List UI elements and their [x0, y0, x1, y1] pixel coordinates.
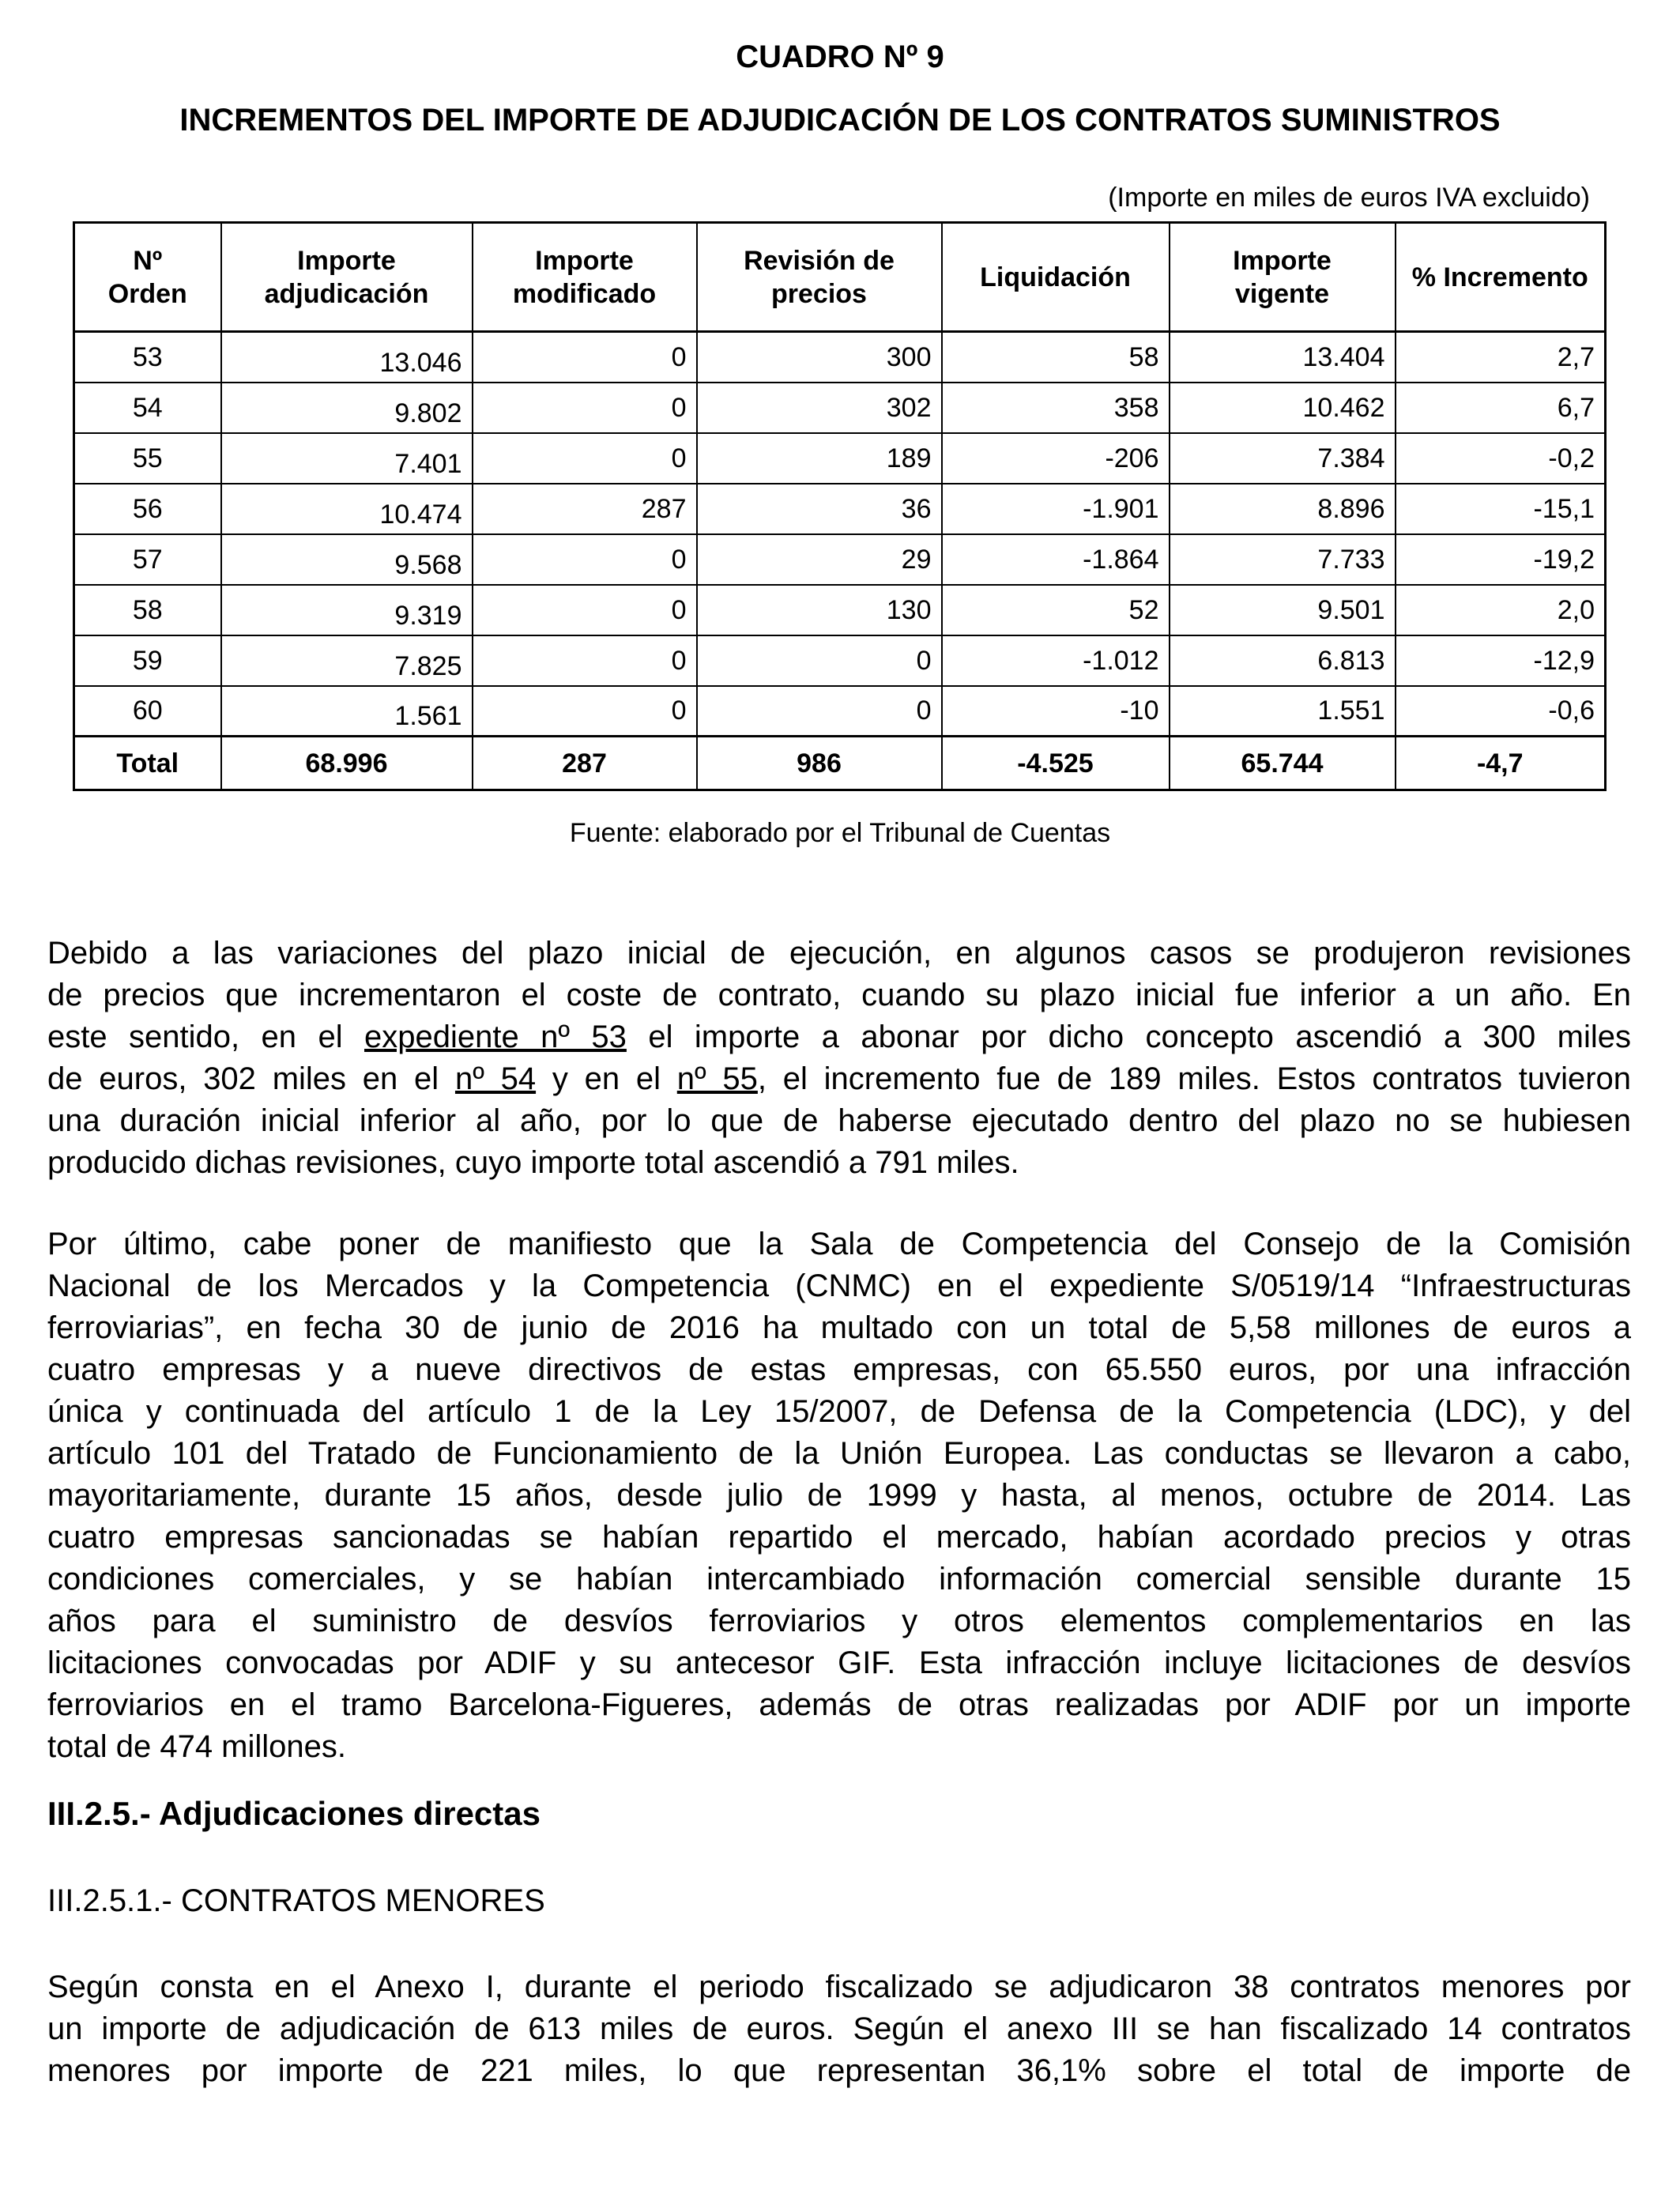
text-segment: Debido a las variaciones del plazo inicial de ejecución, en algunos casos se produjeron revisiones	[47, 936, 1631, 971]
table-cell: 9.319	[221, 585, 473, 635]
table-header-row	[74, 223, 1606, 332]
table-cell: 9.501	[1170, 585, 1396, 635]
paragraph-line: menores por importe de 221 miles, lo que representan 36,1% sobre el total de importe de	[47, 2053, 1631, 2088]
column-header	[1170, 223, 1396, 332]
table-cell: -10	[942, 686, 1170, 737]
paragraph-line: Por último, cabe poner de manifiesto que la Sala de Competencia del Consejo de la Comisión	[47, 1227, 1631, 1261]
case-reference: nº 54	[454, 1061, 537, 1096]
table-cell: 0	[473, 383, 697, 433]
total-cell: -4.525	[942, 737, 1170, 790]
table-cell: 287	[473, 484, 697, 534]
column-header	[473, 223, 697, 332]
table-subtitle: INCREMENTOS DEL IMPORTE DE ADJUDICACIÓN DE LOS CONTRATOS SUMINISTROS	[179, 103, 1501, 138]
column-header-text: Importe	[1233, 245, 1332, 276]
paragraph-line	[47, 1142, 1631, 1184]
table-cell: 302	[697, 383, 942, 433]
paragraph-line: Nacional de los Mercados y la Competencia (CNMC) en el expediente S/0519/14 “Infraestructuras	[47, 1269, 1631, 1303]
table-cell: 7.401	[221, 433, 473, 484]
paragraph-line: total de 474 millones.	[47, 1729, 347, 1764]
text-segment: una duración inicial inferior al año, por lo que de haberse ejecutado dentro del plazo no se hubiesen	[47, 1103, 1631, 1138]
total-cell: -4,7	[1396, 737, 1606, 790]
table-cell: 300	[697, 332, 942, 383]
table-cell: 13.404	[1170, 332, 1396, 383]
total-cell: 287	[473, 737, 697, 790]
table-total-row	[74, 737, 1606, 790]
table-cell: -206	[942, 433, 1170, 484]
table-cell: -0,6	[1396, 686, 1606, 737]
table-row	[74, 534, 1606, 585]
table-cell: 7.733	[1170, 534, 1396, 585]
table-cell: 6.813	[1170, 635, 1396, 686]
column-header-text: Orden	[107, 278, 187, 309]
column-header	[697, 223, 942, 332]
table-cell: 0	[473, 686, 697, 737]
table-cell: 13.046	[221, 332, 473, 383]
table-cell: 8.896	[1170, 484, 1396, 534]
table-cell: 7.825	[221, 635, 473, 686]
table-cell: 6,7	[1396, 383, 1606, 433]
column-header-text: adjudicación	[264, 278, 429, 309]
table-cell: 2,0	[1396, 585, 1606, 635]
column-header-text: modificado	[512, 278, 657, 309]
table-body	[74, 332, 1606, 737]
paragraph-line: mayoritariamente, durante 15 años, desde julio de 1999 y hasta, al menos, octubre de 2014. Las	[47, 1478, 1631, 1513]
paragraph-minor-contracts	[47, 1966, 1631, 2092]
paragraph-line: cuatro empresas y a nueve directivos de estas empresas, con 65.550 euros, por una infracción	[47, 1352, 1631, 1387]
table-source: Fuente: elaborado por el Tribunal de Cuentas	[569, 818, 1111, 848]
total-cell: 65.744	[1170, 737, 1396, 790]
table-row	[74, 585, 1606, 635]
table-cell: 0	[473, 534, 697, 585]
table-cell: 189	[697, 433, 942, 484]
text-segment: producido dichas revisiones, cuyo importe total ascendió a 791 miles.	[47, 1145, 1019, 1180]
paragraph-line	[47, 1058, 1631, 1100]
table-cell: 9.802	[221, 383, 473, 433]
table-cell: 29	[697, 534, 942, 585]
paragraph-line: licitaciones convocadas por ADIF y su antecesor GIF. Esta infracción incluye licitaciones de desvíos	[47, 1646, 1631, 1680]
paragraph-line	[47, 974, 1631, 1016]
table-cell: 0	[473, 585, 697, 635]
table-row	[74, 484, 1606, 534]
paragraph-line: única y continuada del artículo 1 de la Ley 15/2007, de Defensa de la Competencia (LDC), y del	[47, 1394, 1631, 1429]
table-cell: 36	[697, 484, 942, 534]
table-cell: 130	[697, 585, 942, 635]
table-cell: 58	[74, 585, 221, 635]
table-footer	[74, 737, 1606, 790]
table-cell: 0	[473, 635, 697, 686]
paragraph-line	[47, 1016, 1631, 1058]
table-cell: 1.561	[221, 686, 473, 737]
table-cell: 0	[473, 332, 697, 383]
table-cell: 60	[74, 686, 221, 737]
case-reference: nº 55	[676, 1061, 758, 1096]
table-cell: -15,1	[1396, 484, 1606, 534]
column-header	[942, 223, 1170, 332]
table-cell: -1.012	[942, 635, 1170, 686]
column-header	[74, 223, 221, 332]
table-cell: -0,2	[1396, 433, 1606, 484]
paragraph-cnmc-fine	[47, 1223, 1631, 1768]
table-cell: 59	[74, 635, 221, 686]
column-header-text: % Incremento	[1411, 262, 1588, 292]
table-row	[74, 383, 1606, 433]
paragraph-price-revisions	[47, 933, 1631, 1184]
paragraph-line: un importe de adjudicación de 613 miles de euros. Según el anexo III se han fiscalizado 14 contratos	[47, 2011, 1631, 2046]
table-cell: -19,2	[1396, 534, 1606, 585]
paragraph-line: Según consta en el Anexo I, durante el periodo fiscalizado se adjudicaron 38 contratos menores por	[47, 1970, 1631, 2004]
table-row	[74, 635, 1606, 686]
table-row	[74, 686, 1606, 737]
text-segment: de euros, 302 miles en el	[47, 1061, 455, 1096]
paragraph-line	[47, 933, 1631, 974]
table-cell: 0	[697, 686, 942, 737]
table-cell: -12,9	[1396, 635, 1606, 686]
table-header	[74, 223, 1606, 332]
paragraph-line: artículo 101 del Tratado de Funcionamiento de la Unión Europea. Las conductas se llevaron a cabo,	[47, 1436, 1631, 1471]
section-heading: III.2.5.- Adjudicaciones directas	[47, 1795, 541, 1832]
column-header-text: Revisión de	[744, 245, 895, 276]
table-cell: 55	[74, 433, 221, 484]
increments-table	[73, 221, 1607, 791]
table-cell: 9.568	[221, 534, 473, 585]
table-cell: 7.384	[1170, 433, 1396, 484]
paragraph-line: años para el suministro de desvíos ferroviarios y otros elementos complementarios en las	[47, 1604, 1631, 1638]
table-cell: 53	[74, 332, 221, 383]
text-segment: , el incremento fue de 189 miles. Estos contratos tuvieron	[757, 1061, 1632, 1096]
table-cell: 58	[942, 332, 1170, 383]
total-label: Total	[74, 737, 221, 790]
table-cell: 10.462	[1170, 383, 1396, 433]
table-cell: -1.901	[942, 484, 1170, 534]
total-cell: 68.996	[221, 737, 473, 790]
section-subheading: III.2.5.1.- CONTRATOS MENORES	[47, 1883, 545, 1918]
table-cell: 54	[74, 383, 221, 433]
table-cell: 0	[697, 635, 942, 686]
table-cell: 57	[74, 534, 221, 585]
text-segment: el importe a abonar por dicho concepto ascendió a 300 miles	[626, 1020, 1632, 1054]
table-cell: 0	[473, 433, 697, 484]
paragraph-line: ferroviarios en el tramo Barcelona-Figueres, además de otras realizadas por ADIF por un importe	[47, 1687, 1631, 1722]
total-cell: 986	[697, 737, 942, 790]
column-header	[221, 223, 473, 332]
table-title: CUADRO Nº 9	[736, 40, 944, 74]
table-cell: 358	[942, 383, 1170, 433]
table-row	[74, 332, 1606, 383]
table-row	[74, 433, 1606, 484]
table-cell: 1.551	[1170, 686, 1396, 737]
column-header-text: Nº	[133, 245, 163, 276]
column-header-text: vigente	[1234, 278, 1330, 309]
paragraph-line	[47, 1100, 1631, 1142]
paragraph-line: ferroviarias”, en fecha 30 de junio de 2016 ha multado con un total de 5,58 millones de euros a	[47, 1310, 1631, 1345]
column-header	[1396, 223, 1606, 332]
text-segment: de precios que incrementaron el coste de contrato, cuando su plazo inicial fue inferior a un año. En	[47, 978, 1631, 1012]
column-header-text: Importe	[535, 245, 634, 276]
table-cell: 52	[942, 585, 1170, 635]
table-cell: 10.474	[221, 484, 473, 534]
column-header-text: Importe	[297, 245, 396, 276]
table-cell: 56	[74, 484, 221, 534]
table-cell: 2,7	[1396, 332, 1606, 383]
units-note: (Importe en miles de euros IVA excluido)	[1108, 183, 1590, 213]
column-header-text: Liquidación	[980, 262, 1131, 292]
paragraph-line: cuatro empresas sancionadas se habían repartido el mercado, habían acordado precios y otras	[47, 1520, 1631, 1555]
text-segment: este sentido, en el	[47, 1020, 364, 1054]
column-header-text: precios	[771, 278, 867, 309]
case-reference: expediente nº 53	[364, 1020, 627, 1054]
paragraph-line: condiciones comerciales, y se habían intercambiado información comercial sensible durante 15	[47, 1562, 1631, 1596]
text-segment: y en el	[536, 1061, 677, 1096]
table-cell: -1.864	[942, 534, 1170, 585]
